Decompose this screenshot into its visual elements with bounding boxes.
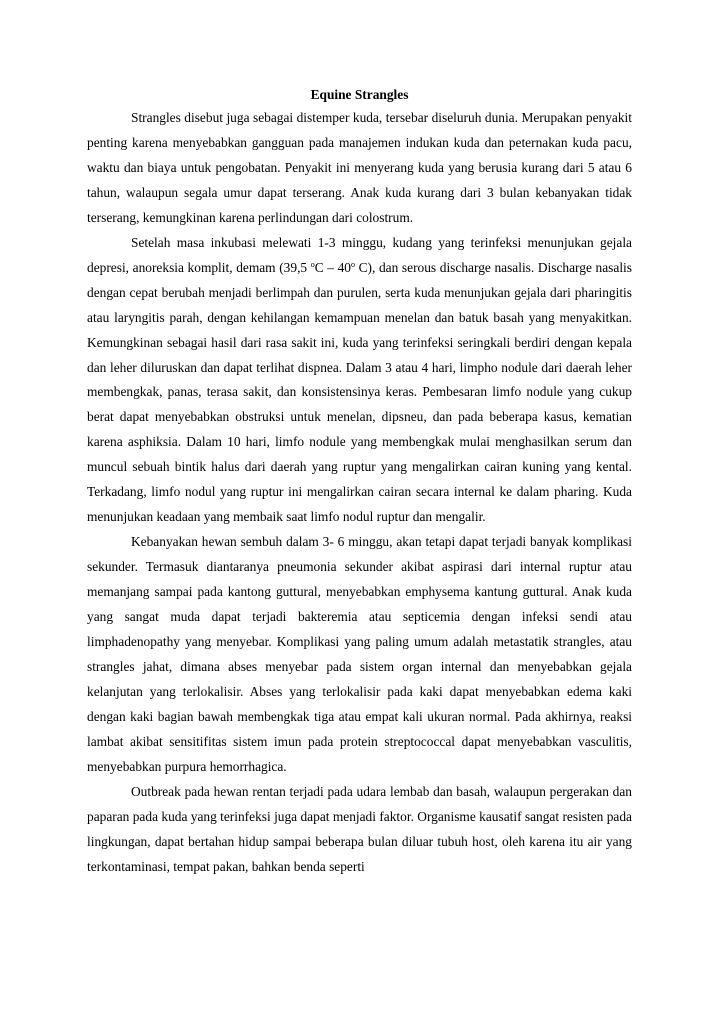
paragraph-symptoms: [87, 231, 632, 530]
page-title: Equine Strangles: [310, 87, 409, 102]
paragraph-complications: Kebanyakan hewan sembuh dalam 3- 6 minggu, akan tetapi dapat terjadi banyak komplikasi sekunder. Termasuk diantaranya pneumonia sekunder akibat aspirasi dari internal ruptur atau memanjang sampai pada kantong guttural, menyebabkan emphysema kantung guttural. Anak kuda yang sangat muda dapat terjadi bakteremia atau septicemia dengan infeksi sendi atau limphadenopathy yang menyebar. Komplikasi yang paling umum adalah metastatik strangles, atau strangles jahat, dimana abses menyebar pada sistem organ internal dan menyebabkan gejala kelanjutan yang terlokalisir. Abses yang terlokalisir pada kaki dapat menyebabkan edema kaki dengan kaki bagian bawah membengkak tiga atau empat kali ukuran normal. Pada akhirnya, reaksi lambat akibat sensitifitas sistem imun pada protein streptococcal dapat menyebabkan vasculitis, menyebabkan purpura hemorrhagica.: [87, 534, 632, 774]
degree-superscript: o: [351, 259, 355, 269]
symptoms-continuation: Discharge nasalis dengan cepat berubah menjadi berlimpah dan purulen, serta kuda menunjukan gejala dari pharingitis atau laryngitis parah, dengan kehilangan kemampuan menelan dan batuk basah yang menyakitkan. Kemungkinan sebagai hasil dari rasa sakit ini, kuda yang terinfeksi seringkali berdiri dengan kepala dan leher diluruskan dan dapat terlihat dispnea. Dalam 3 atau 4 hari, limpho nodule dari daerah leher membengkak, panas, terasa sakit, dan konsistensinya keras. Pembesaran limfo nodule yang cukup berat dapat menyebabkan obstruksi untuk menelan, dipsneu, dan pada beberapa kasus, kematian karena asphiksia. Dalam 10 hari, limfo nodule yang membengkak mulai menghasilkan serum dan muncul sebuah bintik halus dari daerah yang ruptur yang mengalirkan cairan kuning yang kental. Terkadang, limfo nodul yang ruptur ini mengalirkan cairan secara internal ke dalam pharing. Kuda menunjukan keadaan yang membaik saat limfo nodul ruptur dan mengalir.: [87, 259, 632, 525]
document-page: [87, 86, 632, 880]
paragraph-outbreak: Outbreak pada hewan rentan terjadi pada udara lembab dan basah, walaupun pergerakan dan paparan pada kuda yang terinfeksi juga dapat menjadi faktor. Organisme kausatif sangat resisten pada lingkungan, dapat bertahan hidup sampai beberapa bulan diluar tubuh host, oleh karena itu air yang terkontaminasi, tempat pakan, bahkan benda seperti: [87, 783, 632, 874]
incubation-text: Setelah masa inkubasi melewati 1-3 minggu, kudang yang terinfeksi menunjukan gejala depresi, anoreksia komplit, demam (39,5: [87, 234, 632, 275]
paragraph-intro: Strangles disebut juga sebagai distemper kuda, tersebar diseluruh dunia. Merupakan penyakit penting karena menyebabkan gangguan pada manajemen indukan kuda dan peternakan kuda pacu, waktu dan biaya untuk pengobatan. Penyakit ini menyerang kuda yang berusia kurang dari 5 atau 6 tahun, walaupun segala umur dapat terserang. Anak kuda kurang dari 3 bulan kebanyakan tidak terserang, kemungkinan karena perlindungan dari colostrum.: [87, 110, 632, 225]
discharge-text: C), dan serous discharge nasalis.: [355, 259, 535, 275]
temperature-range-text: C – 40: [314, 259, 351, 275]
degree-superscript: o: [310, 259, 315, 269]
